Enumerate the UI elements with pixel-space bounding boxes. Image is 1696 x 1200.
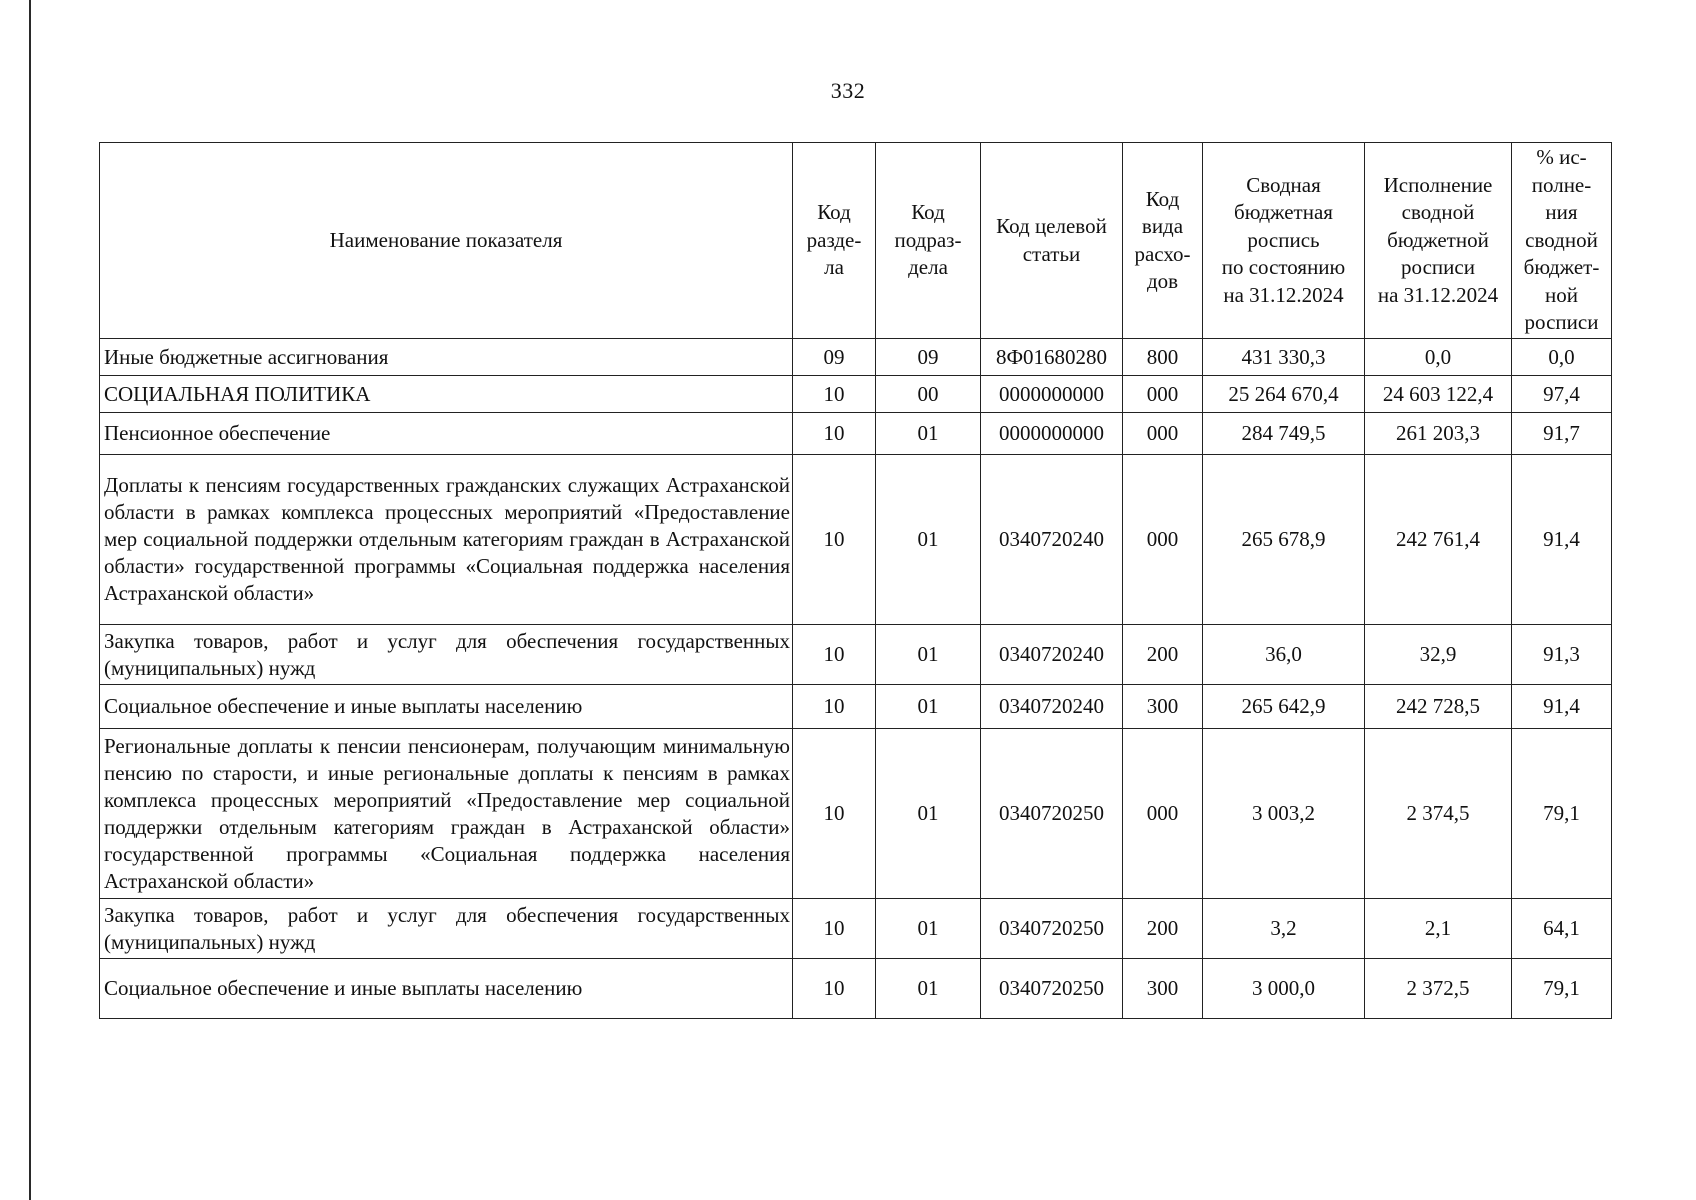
header-line: росписи	[1524, 310, 1599, 335]
header-line: дов	[1146, 269, 1179, 293]
header-line: вида	[1141, 214, 1184, 238]
row-expense-type-code: 000	[1123, 376, 1203, 413]
header-line: сводной	[1525, 227, 1598, 252]
header-line: разде-	[806, 227, 862, 252]
row-planned-amount: 36,0	[1203, 625, 1365, 685]
row-name: Пенсионное обеспечение	[100, 413, 793, 455]
row-subsection-code: 01	[876, 413, 981, 455]
row-expense-type-code: 000	[1123, 455, 1203, 625]
row-target-article-code: 0340720250	[981, 899, 1123, 959]
row-execution-percent: 91,4	[1512, 685, 1612, 729]
header-line: Сводная	[1246, 172, 1321, 197]
row-target-article-code: 0340720240	[981, 685, 1123, 729]
header-line: на 31.12.2024	[1223, 282, 1344, 307]
row-section-code: 10	[793, 413, 876, 455]
header-execution-percent	[1512, 143, 1612, 339]
header-line: Исполнение	[1383, 172, 1493, 197]
row-execution-percent: 97,4	[1512, 376, 1612, 413]
header-target-article-code	[981, 143, 1123, 339]
header-section-code	[793, 143, 876, 339]
row-name: Доплаты к пенсиям государственных гражданских служащих Астраханской области в рамках комплекса процессных мероприятий «Предоставление мер социальной поддержки отдельным категориям граждан в Астраханской области» государственной программы «Социальная поддержка населения Астраханской области»	[100, 455, 793, 625]
header-line: Код	[1145, 186, 1180, 211]
row-section-code: 10	[793, 685, 876, 729]
row-subsection-code: 01	[876, 685, 981, 729]
table-row	[100, 413, 1612, 455]
table-header-row	[100, 143, 1612, 339]
header-line: Код	[817, 200, 851, 225]
header-line: Код целевой	[996, 214, 1107, 238]
row-planned-amount: 284 749,5	[1203, 413, 1365, 455]
row-expense-type-code: 000	[1123, 413, 1203, 455]
header-budget-execution	[1365, 143, 1512, 339]
header-line: подраз-	[894, 227, 962, 252]
row-planned-amount: 265 678,9	[1203, 455, 1365, 625]
row-planned-amount: 3,2	[1203, 899, 1365, 959]
header-line: дела	[908, 255, 948, 280]
row-execution-percent: 91,7	[1512, 413, 1612, 455]
row-execution-percent: 0,0	[1512, 339, 1612, 376]
row-planned-amount: 25 264 670,4	[1203, 376, 1365, 413]
row-target-article-code: 0340720240	[981, 455, 1123, 625]
row-target-article-code: 8Ф01680280	[981, 339, 1123, 376]
header-expense-type-code	[1123, 143, 1203, 339]
header-line: Код	[911, 200, 945, 225]
row-execution-percent: 79,1	[1512, 959, 1612, 1019]
table-row	[100, 339, 1612, 376]
row-subsection-code: 00	[876, 376, 981, 413]
header-line: бюджетной	[1387, 227, 1489, 252]
row-subsection-code: 01	[876, 899, 981, 959]
row-section-code: 10	[793, 729, 876, 899]
row-target-article-code: 0340720240	[981, 625, 1123, 685]
row-section-code: 10	[793, 899, 876, 959]
row-target-article-code: 0340720250	[981, 959, 1123, 1019]
row-section-code: 09	[793, 339, 876, 376]
row-name: Закупка товаров, работ и услуг для обеспечения государственных (муниципальных) нужд	[100, 625, 793, 685]
row-execution-percent: 79,1	[1512, 729, 1612, 899]
row-section-code: 10	[793, 625, 876, 685]
row-section-code: 10	[793, 455, 876, 625]
budget-table	[99, 142, 1612, 1019]
row-expense-type-code: 800	[1123, 339, 1203, 376]
row-executed-amount: 2 372,5	[1365, 959, 1512, 1019]
row-execution-percent: 91,4	[1512, 455, 1612, 625]
header-line: роспись	[1247, 227, 1320, 252]
row-executed-amount: 242 728,5	[1365, 685, 1512, 729]
header-line: % ис-	[1536, 145, 1587, 170]
table-row	[100, 959, 1612, 1019]
header-line: по состоянию	[1221, 255, 1346, 280]
row-target-article-code: 0000000000	[981, 376, 1123, 413]
table-row	[100, 625, 1612, 685]
row-execution-percent: 91,3	[1512, 625, 1612, 685]
page-number: 332	[830, 78, 866, 103]
row-target-article-code: 0340720250	[981, 729, 1123, 899]
row-planned-amount: 431 330,3	[1203, 339, 1365, 376]
header-line: ной	[1545, 282, 1578, 307]
row-target-article-code: 0000000000	[981, 413, 1123, 455]
page-binding-line	[29, 0, 31, 1200]
header-line: ния	[1545, 200, 1578, 225]
row-name: Закупка товаров, работ и услуг для обеспечения государственных (муниципальных) нужд	[100, 899, 793, 959]
header-line: сводной	[1401, 200, 1475, 225]
row-subsection-code: 01	[876, 729, 981, 899]
table-row	[100, 685, 1612, 729]
row-execution-percent: 64,1	[1512, 899, 1612, 959]
header-line: бюджетная	[1234, 200, 1333, 225]
row-name: Социальное обеспечение и иные выплаты населению	[100, 685, 793, 729]
row-expense-type-code: 000	[1123, 729, 1203, 899]
row-planned-amount: 265 642,9	[1203, 685, 1365, 729]
header-name: Наименование показателя	[100, 143, 793, 339]
row-section-code: 10	[793, 959, 876, 1019]
table-row	[100, 455, 1612, 625]
row-expense-type-code: 300	[1123, 959, 1203, 1019]
header-subsection-code	[876, 143, 981, 339]
table-row	[100, 899, 1612, 959]
row-executed-amount: 2,1	[1365, 899, 1512, 959]
header-line: статьи	[1022, 241, 1081, 266]
row-subsection-code: 01	[876, 959, 981, 1019]
row-subsection-code: 01	[876, 625, 981, 685]
row-subsection-code: 09	[876, 339, 981, 376]
header-line: росписи	[1401, 255, 1475, 280]
row-expense-type-code: 200	[1123, 899, 1203, 959]
row-name: Региональные доплаты к пенсии пенсионерам, получающим минимальную пенсию по старости, и иные региональные доплаты к пенсиям в рамках комплекса процессных мероприятий «Предоставление мер социальной поддержки отдельным категориям граждан в Астраханской области» государственной программы «Социальная поддержка населения Астраханской области»	[100, 729, 793, 899]
row-executed-amount: 0,0	[1365, 339, 1512, 376]
table-row	[100, 376, 1612, 413]
header-line: на 31.12.2024	[1377, 282, 1499, 307]
header-line: расхо-	[1134, 241, 1191, 266]
row-name: Социальное обеспечение и иные выплаты населению	[100, 959, 793, 1019]
row-expense-type-code: 300	[1123, 685, 1203, 729]
row-executed-amount: 32,9	[1365, 625, 1512, 685]
row-section-code: 10	[793, 376, 876, 413]
row-executed-amount: 261 203,3	[1365, 413, 1512, 455]
header-consolidated-budget-list	[1203, 143, 1365, 339]
header-line: ла	[824, 255, 844, 280]
row-executed-amount: 2 374,5	[1365, 729, 1512, 899]
row-subsection-code: 01	[876, 455, 981, 625]
row-planned-amount: 3 000,0	[1203, 959, 1365, 1019]
row-name: СОЦИАЛЬНАЯ ПОЛИТИКА	[100, 376, 793, 413]
header-line: полне-	[1531, 172, 1592, 197]
row-executed-amount: 24 603 122,4	[1365, 376, 1512, 413]
row-planned-amount: 3 003,2	[1203, 729, 1365, 899]
row-name: Иные бюджетные ассигнования	[100, 339, 793, 376]
row-expense-type-code: 200	[1123, 625, 1203, 685]
table-row	[100, 729, 1612, 899]
header-line: бюджет-	[1523, 255, 1600, 280]
row-executed-amount: 242 761,4	[1365, 455, 1512, 625]
